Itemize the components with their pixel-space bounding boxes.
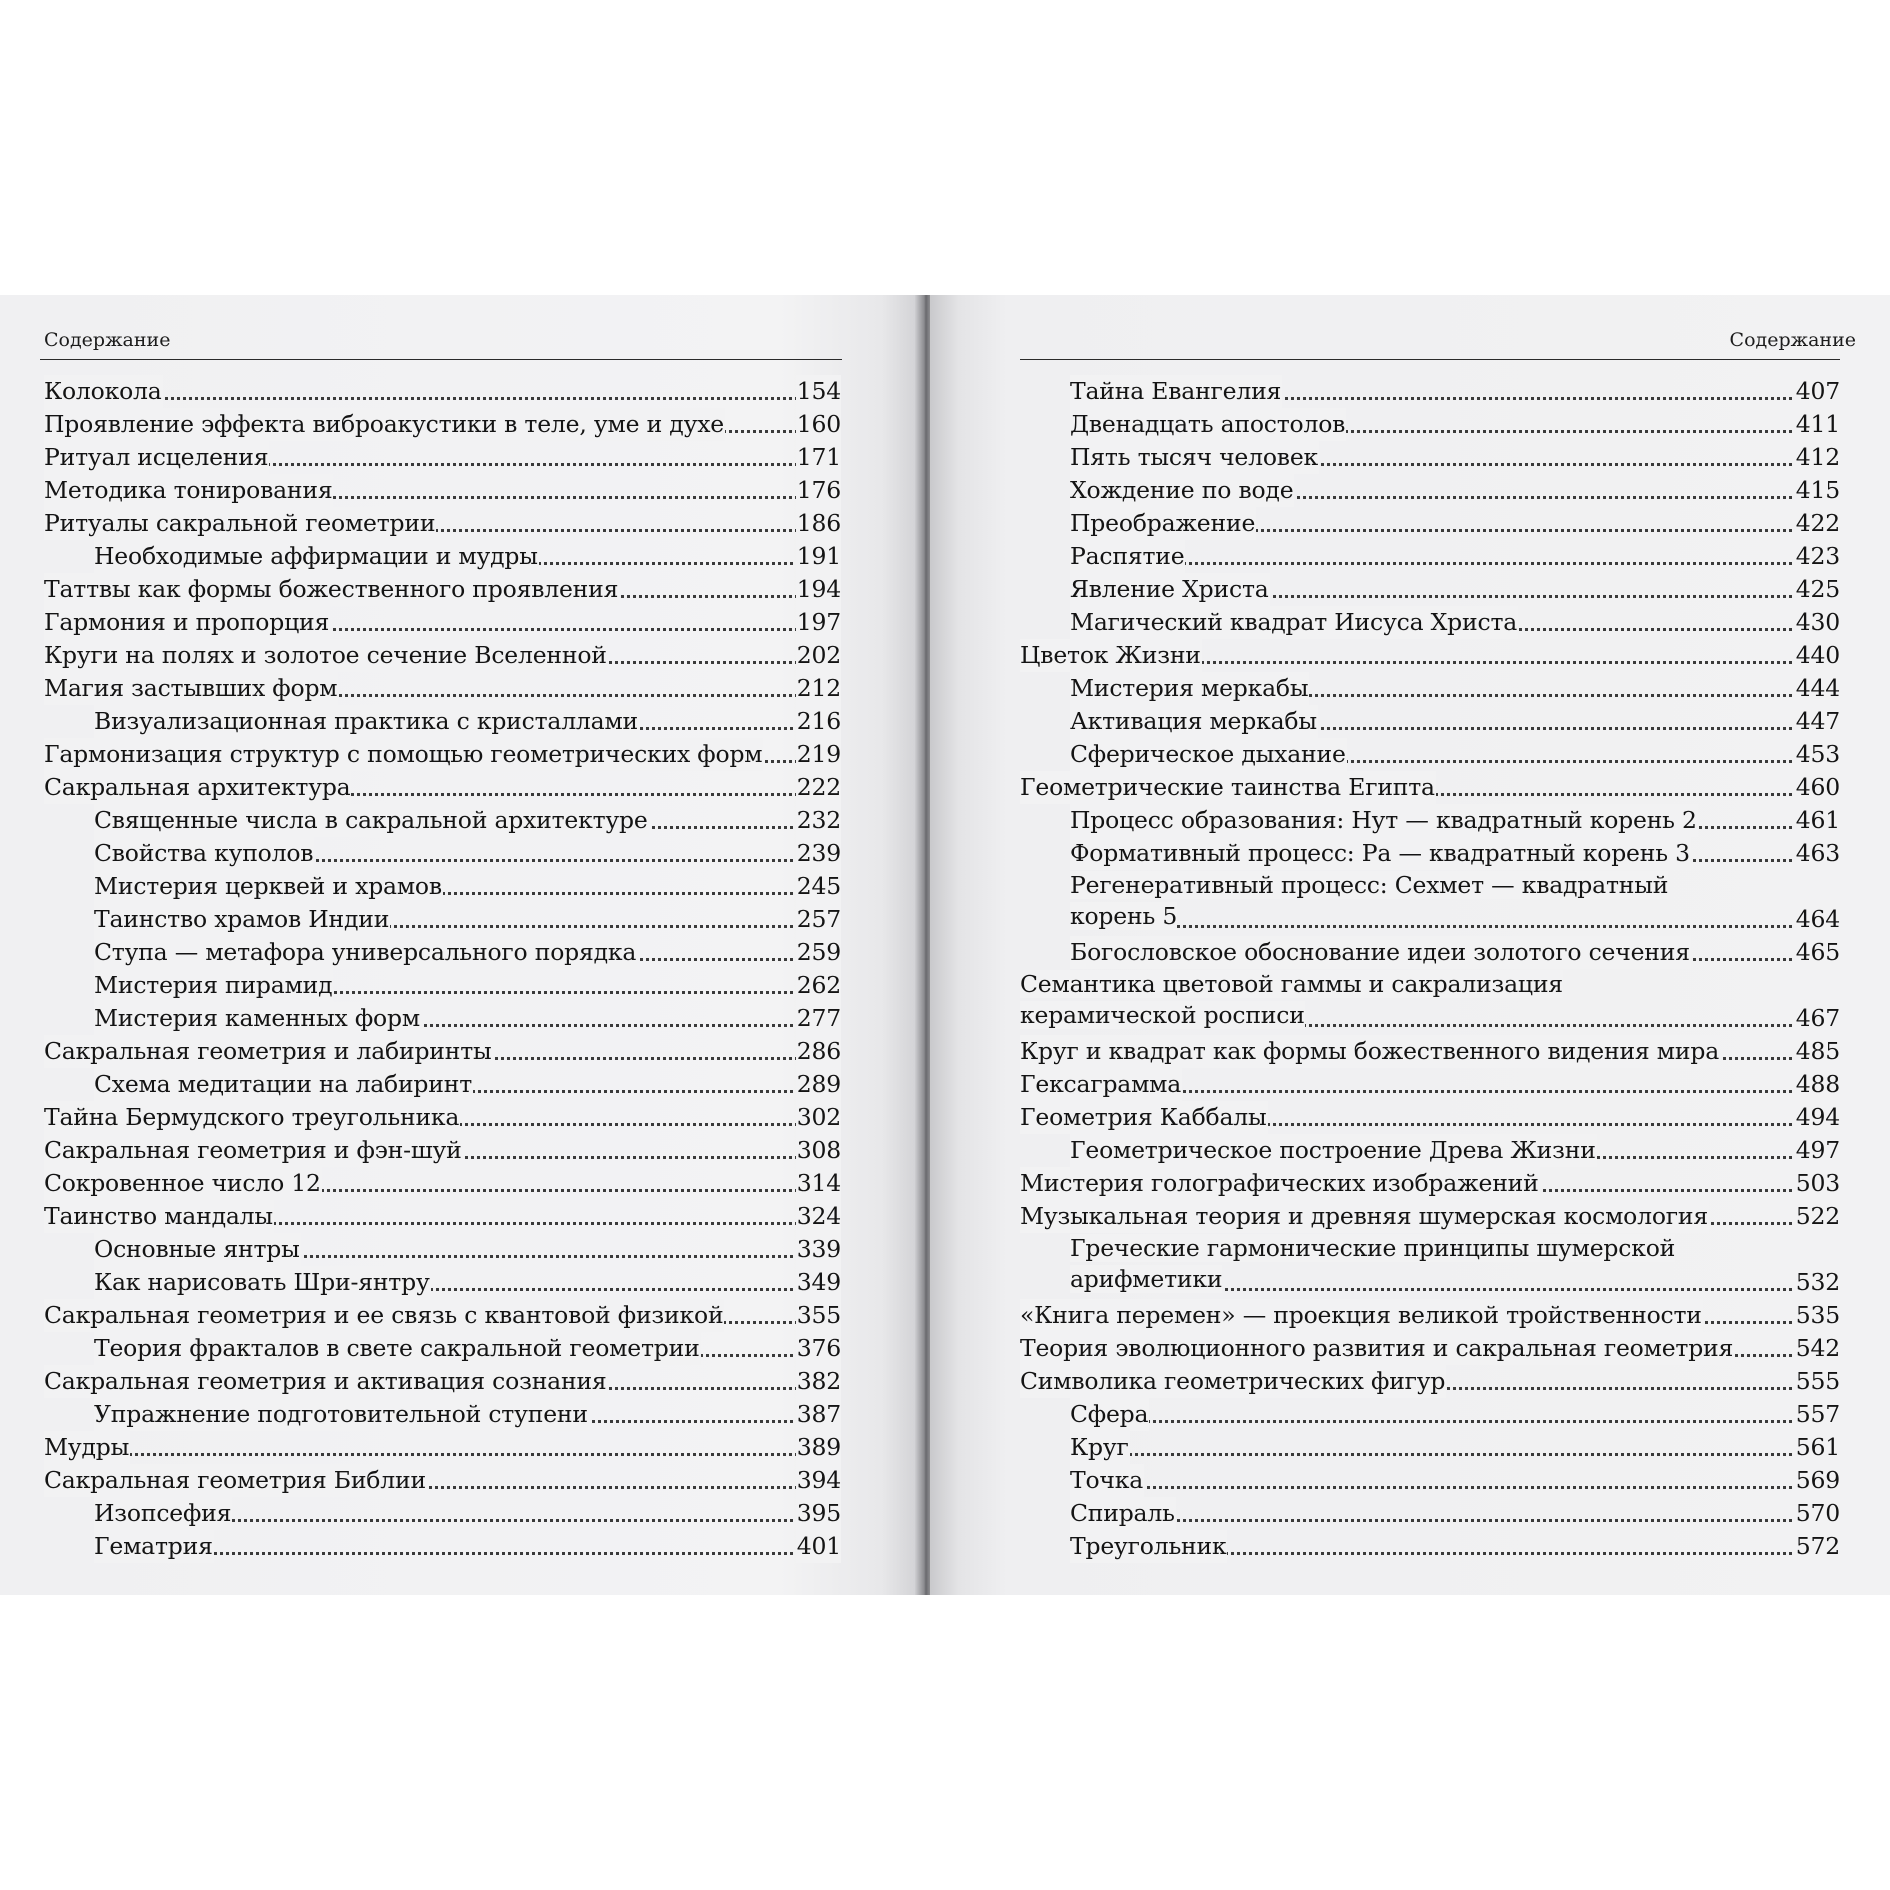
toc-entry-title: Основные янтры <box>94 1233 301 1266</box>
toc-entry-title: Музыкальная теория и древняя шумерская космология <box>1020 1200 1709 1233</box>
toc-entry-title: Активация меркабы <box>1070 705 1318 738</box>
toc-entry-title: Круг и квадрат как формы божественного видения мира <box>1020 1035 1720 1068</box>
toc-entry-title: Визуализационная практика с кристаллами <box>94 705 639 738</box>
toc-entry <box>1020 1299 1840 1332</box>
toc-entry <box>94 903 841 936</box>
toc-entry-title: Необходимые аффирмации и мудры <box>94 540 539 573</box>
toc-entry <box>44 441 841 474</box>
toc-entry <box>1020 1332 1840 1365</box>
toc-entry-page-number: 222 <box>796 771 841 804</box>
toc-entry-page-number: 497 <box>1795 1134 1840 1167</box>
toc-entry <box>44 573 841 606</box>
toc-entry <box>44 474 841 507</box>
toc-entry-page-number: 376 <box>796 1332 841 1365</box>
toc-entry <box>44 375 841 408</box>
toc-entry-page-number: 186 <box>796 507 841 540</box>
toc-entry <box>44 507 841 540</box>
toc-entry-title: Преображение <box>1070 507 1256 540</box>
toc-entry <box>1070 1431 1840 1464</box>
toc-entry-title: Таинство храмов Индии <box>94 903 390 936</box>
toc-entry-page-number: 286 <box>796 1035 841 1068</box>
toc-entry-title: Мистерия пирамид <box>94 969 333 1002</box>
toc-entry <box>94 540 841 573</box>
toc-entry-page-number: 444 <box>1795 672 1840 705</box>
toc-entry-title: Тайна Бермудского треугольника <box>44 1101 460 1134</box>
toc-entry <box>44 1134 841 1167</box>
toc-entry-page-number: 239 <box>796 837 841 870</box>
toc-entry <box>1070 672 1840 705</box>
toc-entry-page-number: 216 <box>796 705 841 738</box>
toc-entry <box>1020 969 1840 1035</box>
toc-entry-title: Формативный процесс: Ра — квадратный корень 3 <box>1070 837 1691 870</box>
toc-entry-page-number: 572 <box>1795 1530 1840 1563</box>
toc-entry-page-number: 302 <box>796 1101 841 1134</box>
dot-leader <box>44 397 841 400</box>
toc-entry-title: Распятие <box>1070 540 1185 573</box>
toc-entry-page-number: 561 <box>1795 1431 1840 1464</box>
toc-entry-title: Схема медитации на лабиринт <box>94 1068 473 1101</box>
toc-entry-page-number: 557 <box>1795 1398 1840 1431</box>
toc-entry <box>1020 639 1840 672</box>
toc-entry-page-number: 461 <box>1795 804 1840 837</box>
running-head-left: Содержание <box>44 329 171 351</box>
toc-entry-title: Сакральная геометрия и фэн-шуй <box>44 1134 463 1167</box>
toc-entry-page-number: 314 <box>796 1167 841 1200</box>
toc-entry-page-number: 532 <box>1795 1266 1840 1299</box>
toc-entry-title: Гармонизация структур с помощью геометрических форм <box>44 738 763 771</box>
toc-entry-page-number: 465 <box>1795 936 1840 969</box>
toc-entry-title: Сакральная геометрия и активация сознания <box>44 1365 608 1398</box>
toc-entry <box>1070 507 1840 540</box>
toc-entry-title: Хождение по воде <box>1070 474 1294 507</box>
toc-entry-title: Гематрия <box>94 1530 214 1563</box>
toc-entry <box>94 1266 841 1299</box>
toc-entry-page-number: 289 <box>796 1068 841 1101</box>
toc-entry-title: «Книга перемен» — проекция великой тройственности <box>1020 1299 1703 1332</box>
dot-leader <box>1070 1519 1840 1522</box>
toc-entry-page-number: 411 <box>1795 408 1840 441</box>
running-head-right: Содержание <box>1729 329 1856 351</box>
toc-entry <box>1070 870 1840 936</box>
toc-entry-title: Тайна Евангелия <box>1070 375 1282 408</box>
toc-entry-title: Таттвы как формы божественного проявления <box>44 573 619 606</box>
toc-entry-title: Упражнение подготовительной ступени <box>94 1398 589 1431</box>
toc-entry <box>1070 936 1840 969</box>
toc-entry <box>44 639 841 672</box>
toc-entry <box>44 1431 841 1464</box>
toc-entry-page-number: 259 <box>796 936 841 969</box>
toc-entry <box>44 1200 841 1233</box>
toc-entry-page-number: 430 <box>1795 606 1840 639</box>
toc-entry-page-number: 176 <box>796 474 841 507</box>
toc-entry <box>44 408 841 441</box>
toc-entry <box>1020 1035 1840 1068</box>
header-rule-right <box>1020 359 1840 360</box>
toc-entry-title: Священные числа в сакральной архитектуре <box>94 804 649 837</box>
toc-entry <box>94 1398 841 1431</box>
toc-entry-title: Ступа — метафора универсального порядка <box>94 936 637 969</box>
toc-entry <box>1070 573 1840 606</box>
toc-entry <box>44 1464 841 1497</box>
toc-entry <box>94 870 841 903</box>
toc-entry-title: Процесс образования: Нут — квадратный корень 2 <box>1070 804 1698 837</box>
toc-entry-title: Двенадцать апостолов <box>1070 408 1346 441</box>
toc-entry-title: Мистерия голографических изображений <box>1020 1167 1540 1200</box>
right-page <box>930 295 1890 1595</box>
toc-entry-page-number: 339 <box>796 1233 841 1266</box>
toc-entry-page-number: 202 <box>796 639 841 672</box>
toc-entry <box>44 1101 841 1134</box>
toc-entry-title: Колокола <box>44 375 163 408</box>
toc-entry-page-number: 160 <box>796 408 841 441</box>
toc-entry-title: Гармония и пропорция <box>44 606 330 639</box>
toc-entry-title: Пять тысяч человек <box>1070 441 1319 474</box>
toc-entry-page-number: 440 <box>1795 639 1840 672</box>
toc-entry-title: Мистерия меркабы <box>1070 672 1309 705</box>
table-of-contents-right <box>1020 375 1840 1563</box>
toc-entry-page-number: 467 <box>1795 1002 1840 1035</box>
dot-leader <box>44 1453 841 1456</box>
toc-entry-title: Мудры <box>44 1431 130 1464</box>
toc-entry-title: Как нарисовать Шри-янтру <box>94 1266 431 1299</box>
toc-entry-title: Проявление эффекта виброакустики в теле, уме и духе <box>44 408 725 441</box>
toc-entry <box>1070 804 1840 837</box>
toc-entry <box>44 738 841 771</box>
toc-entry-title: Теория фракталов в свете сакральной геометрии <box>94 1332 701 1365</box>
toc-entry <box>94 804 841 837</box>
toc-entry <box>44 1365 841 1398</box>
toc-entry <box>1020 1200 1840 1233</box>
toc-entry-title: Сферическое дыхание <box>1070 738 1347 771</box>
toc-entry-title: Греческие гармонические принципы шумерской арифметики <box>1070 1234 1676 1293</box>
toc-entry-title: Методика тонирования <box>44 474 333 507</box>
toc-entry <box>94 1233 841 1266</box>
toc-entry-title: Теория эволюционного развития и сакральная геометрия <box>1020 1332 1734 1365</box>
toc-entry-page-number: 219 <box>796 738 841 771</box>
toc-entry-title: Цветок Жизни <box>1020 639 1202 672</box>
toc-entry-title: Геометрическое построение Древа Жизни <box>1070 1134 1597 1167</box>
toc-entry-title: Сакральная геометрия и ее связь с квантовой физикой <box>44 1299 724 1332</box>
dot-leader <box>1070 1420 1840 1423</box>
toc-entry-page-number: 257 <box>796 903 841 936</box>
toc-entry <box>1070 837 1840 870</box>
toc-entry-title: Таинство мандалы <box>44 1200 274 1233</box>
toc-entry-title: Геометрия Каббалы <box>1020 1101 1268 1134</box>
toc-entry <box>94 1530 841 1563</box>
toc-entry-page-number: 407 <box>1795 375 1840 408</box>
toc-entry-title: Сфера <box>1070 1398 1149 1431</box>
toc-entry-page-number: 262 <box>796 969 841 1002</box>
toc-entry-title: Изопсефия <box>94 1497 232 1530</box>
toc-entry <box>94 1068 841 1101</box>
toc-entry <box>1070 540 1840 573</box>
toc-entry-page-number: 154 <box>796 375 841 408</box>
header-rule-left <box>40 359 842 360</box>
toc-entry <box>44 1035 841 1068</box>
toc-entry-page-number: 232 <box>796 804 841 837</box>
toc-entry-title: Спираль <box>1070 1497 1176 1530</box>
toc-entry-page-number: 415 <box>1795 474 1840 507</box>
dot-leader <box>1070 562 1840 565</box>
toc-entry-title: Сакральная геометрия и лабиринты <box>44 1035 493 1068</box>
toc-entry-page-number: 197 <box>796 606 841 639</box>
toc-entry-page-number: 503 <box>1795 1167 1840 1200</box>
toc-entry <box>1070 705 1840 738</box>
toc-entry-title: Сокровенное число 12 <box>44 1167 322 1200</box>
toc-entry-page-number: 389 <box>796 1431 841 1464</box>
toc-entry-page-number: 522 <box>1795 1200 1840 1233</box>
toc-entry-title: Треугольник <box>1070 1530 1227 1563</box>
toc-entry <box>1070 1497 1840 1530</box>
toc-entry <box>94 1002 841 1035</box>
toc-entry-title: Ритуал исцеления <box>44 441 269 474</box>
toc-entry-title: Регенеративный процесс: Сехмет — квадратный корень 5 <box>1070 871 1669 930</box>
toc-entry-page-number: 308 <box>796 1134 841 1167</box>
toc-entry <box>1070 1464 1840 1497</box>
dot-leader <box>1070 1453 1840 1456</box>
toc-entry <box>1070 474 1840 507</box>
toc-entry-page-number: 535 <box>1795 1299 1840 1332</box>
toc-entry-page-number: 488 <box>1795 1068 1840 1101</box>
toc-entry-title: Символика геометрических фигур <box>1020 1365 1446 1398</box>
toc-entry-page-number: 324 <box>796 1200 841 1233</box>
left-page <box>0 295 918 1595</box>
toc-entry-page-number: 555 <box>1795 1365 1840 1398</box>
toc-entry-title: Круги на полях и золотое сечение Вселенной <box>44 639 608 672</box>
toc-entry-page-number: 422 <box>1795 507 1840 540</box>
toc-entry-page-number: 463 <box>1795 837 1840 870</box>
dot-leader <box>1070 1486 1840 1489</box>
toc-entry-page-number: 425 <box>1795 573 1840 606</box>
toc-entry <box>44 771 841 804</box>
toc-entry <box>1070 1398 1840 1431</box>
toc-entry-title: Сакральная геометрия Библии <box>44 1464 427 1497</box>
toc-entry <box>1020 1068 1840 1101</box>
toc-entry-page-number: 194 <box>796 573 841 606</box>
toc-entry <box>44 672 841 705</box>
toc-entry-title: Геометрические таинства Египта <box>1020 771 1436 804</box>
toc-entry-title: Мистерия церквей и храмов <box>94 870 443 903</box>
toc-entry-title: Магия застывших форм <box>44 672 338 705</box>
toc-entry-page-number: 485 <box>1795 1035 1840 1068</box>
toc-entry-page-number: 355 <box>796 1299 841 1332</box>
toc-entry <box>94 705 841 738</box>
toc-entry-title: Круг <box>1070 1431 1130 1464</box>
toc-entry-page-number: 494 <box>1795 1101 1840 1134</box>
toc-entry <box>1070 1233 1840 1299</box>
toc-entry-page-number: 171 <box>796 441 841 474</box>
toc-entry-title: Сакральная архитектура <box>44 771 351 804</box>
toc-entry-title: Явление Христа <box>1070 573 1270 606</box>
toc-entry-title: Свойства куполов <box>94 837 314 870</box>
toc-entry <box>1070 1134 1840 1167</box>
toc-entry-title: Ритуалы сакральной геометрии <box>44 507 436 540</box>
toc-entry-title: Богословское обоснование идеи золотого сечения <box>1070 936 1691 969</box>
toc-entry <box>94 837 841 870</box>
toc-entry-page-number: 212 <box>796 672 841 705</box>
toc-entry <box>94 936 841 969</box>
toc-entry-page-number: 542 <box>1795 1332 1840 1365</box>
toc-entry-page-number: 447 <box>1795 705 1840 738</box>
toc-entry <box>1020 1101 1840 1134</box>
toc-entry-page-number: 349 <box>796 1266 841 1299</box>
toc-entry-page-number: 277 <box>796 1002 841 1035</box>
toc-entry <box>1020 1365 1840 1398</box>
table-of-contents-left <box>44 375 841 1563</box>
toc-entry-page-number: 401 <box>796 1530 841 1563</box>
toc-entry <box>1070 441 1840 474</box>
toc-entry-title: Магический квадрат Иисуса Христа <box>1070 606 1518 639</box>
toc-entry-title: Гексаграмма <box>1020 1068 1182 1101</box>
toc-entry <box>94 1497 841 1530</box>
toc-entry-title: Семантика цветовой гаммы и сакрализация керамической росписи <box>1020 970 1563 1029</box>
toc-entry-page-number: 191 <box>796 540 841 573</box>
toc-entry <box>1020 771 1840 804</box>
toc-entry <box>1070 375 1840 408</box>
toc-entry-page-number: 453 <box>1795 738 1840 771</box>
toc-entry-page-number: 412 <box>1795 441 1840 474</box>
toc-entry <box>94 1332 841 1365</box>
toc-entry <box>1070 1530 1840 1563</box>
toc-entry <box>1070 606 1840 639</box>
toc-entry <box>94 969 841 1002</box>
toc-entry <box>44 606 841 639</box>
toc-entry <box>1020 1167 1840 1200</box>
toc-entry <box>44 1167 841 1200</box>
toc-entry-title: Мистерия каменных форм <box>94 1002 421 1035</box>
toc-entry-page-number: 569 <box>1795 1464 1840 1497</box>
toc-entry-page-number: 395 <box>796 1497 841 1530</box>
toc-entry-page-number: 382 <box>796 1365 841 1398</box>
toc-entry <box>44 1299 841 1332</box>
toc-entry <box>1070 738 1840 771</box>
toc-entry-title: Точка <box>1070 1464 1144 1497</box>
toc-entry-page-number: 387 <box>796 1398 841 1431</box>
toc-entry <box>1070 408 1840 441</box>
toc-entry-page-number: 460 <box>1795 771 1840 804</box>
toc-entry-page-number: 394 <box>796 1464 841 1497</box>
toc-entry-page-number: 245 <box>796 870 841 903</box>
toc-entry-page-number: 464 <box>1795 903 1840 936</box>
toc-entry-page-number: 423 <box>1795 540 1840 573</box>
toc-entry-page-number: 570 <box>1795 1497 1840 1530</box>
